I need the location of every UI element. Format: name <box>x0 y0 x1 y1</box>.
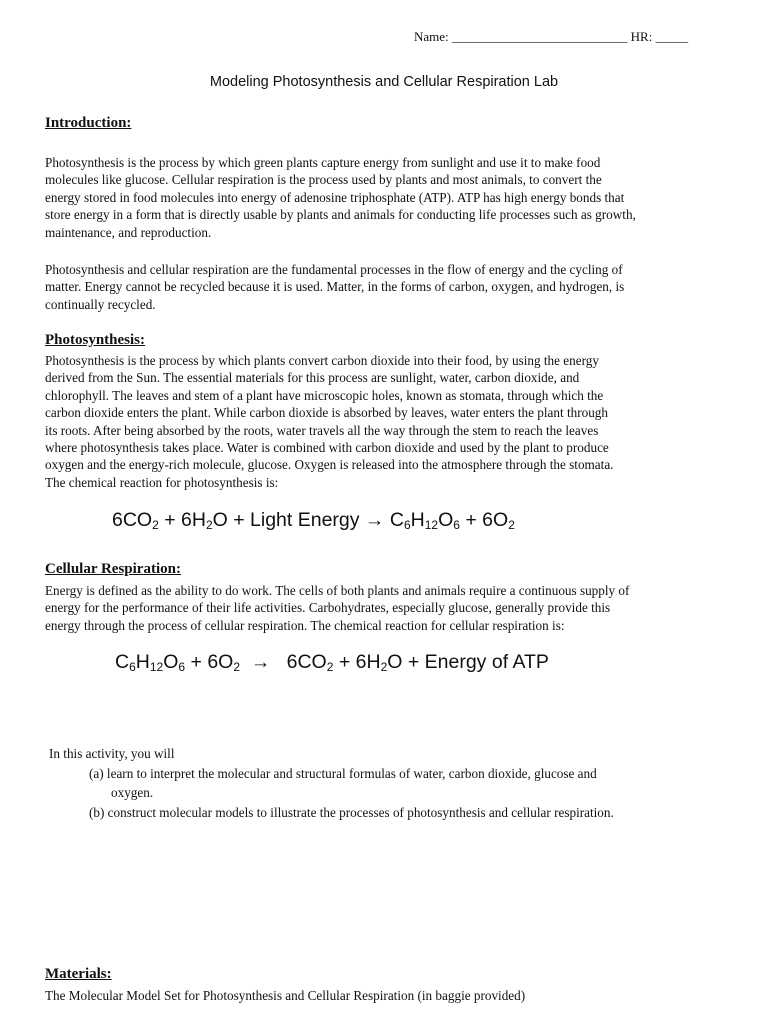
introduction-heading: Introduction: <box>45 115 132 131</box>
text-line: derived from the Sun. The essential materials for this process are sunlight, water, carbon dioxide, and <box>45 370 580 386</box>
introduction-paragraph-1 <box>45 154 725 241</box>
text-line: its roots. After being absorbed by the roots, water travels all the way through the stem to reach the leaves <box>45 422 599 438</box>
activity-item-b: (b) construct molecular models to illustrate the processes of photosynthesis and cellular respiration. <box>89 804 614 820</box>
text-line: oxygen and the energy-rich molecule, glucose. Oxygen is released into the atmosphere through the stomata. <box>45 457 614 473</box>
text-line: The chemical reaction for photosynthesis is: <box>45 474 279 490</box>
name-hr-field: Name: ___________________________ HR: _____ <box>414 29 689 44</box>
text-line: carbon dioxide enters the plant. While carbon dioxide is absorbed by leaves, water enters the plant through <box>45 405 608 421</box>
text-line: energy through the process of cellular respiration. The chemical reaction for cellular respiration is: <box>45 617 565 633</box>
activity-intro: In this activity, you will <box>49 746 175 761</box>
text-line: continually recycled. <box>45 296 156 312</box>
text-line: energy for the performance of their life activities. Carbohydrates, especially glucose, generally provide this <box>45 600 611 616</box>
text-line: Photosynthesis and cellular respiration are the fundamental processes in the flow of energy and the cycling of <box>45 262 623 277</box>
text-line: maintenance, and reproduction. <box>45 224 212 240</box>
photosynthesis-heading: Photosynthesis: <box>45 332 146 348</box>
page-title: Modeling Photosynthesis and Cellular Respiration Lab <box>209 74 559 90</box>
text-line: molecules like glucose. Cellular respiration is the process used by plants and most animals, to convert the <box>45 172 602 188</box>
activity-list <box>49 744 729 822</box>
text-line: Photosynthesis is the process by which plants convert carbon dioxide into their food, by using the energy <box>45 353 599 368</box>
photosynthesis-equation: $6CO_2 + 6H_2O$ + Light Energy → $C_6H_{12}O_6 + 6O_2$ <box>112 509 515 532</box>
text-line: store energy in a form that is directly usable by plants and animals for conducting life processes such as growth, <box>45 207 636 223</box>
materials-heading: Materials: <box>45 966 112 982</box>
text-line: The Molecular Model Set for Photosynthesis and Cellular Respiration (in baggie provided) <box>45 988 526 1003</box>
text-line: chlorophyll. The leaves and stem of a plant have microscopic holes, known as stomata, through which the <box>45 387 604 403</box>
photosynthesis-paragraph <box>45 352 725 491</box>
cellular-respiration-heading: Cellular Respiration: <box>45 561 181 577</box>
introduction-paragraph-2 <box>45 261 725 313</box>
activity-item-a-continued: oxygen. <box>111 785 154 800</box>
cellular-respiration-equation: $C_6H_{12}O_6 + 6O_2 \to 6CO_2 + 6H_2O$ + Energy of ATP <box>115 651 549 674</box>
text-line: Photosynthesis is the process by which green plants capture energy from sunlight and use it to make food <box>45 155 601 170</box>
text-line: energy stored in food molecules into energy of adenosine triphosphate (ATP). ATP has high energy bonds that <box>45 189 625 205</box>
text-line: Energy is defined as the ability to do work. The cells of both plants and animals require a continuous supply of <box>45 583 630 598</box>
text-line: where photosynthesis takes place. Water is combined with carbon dioxide and used by the plant to produce <box>45 440 609 456</box>
cellular-respiration-paragraph <box>45 582 725 634</box>
text-line: matter. Energy cannot be recycled because it is used. Matter, in the forms of carbon, oxygen, and hydrogen, is <box>45 279 625 295</box>
materials-text <box>45 987 725 1004</box>
activity-item-a: (a) learn to interpret the molecular and structural formulas of water, carbon dioxide, glucose and <box>89 765 597 781</box>
